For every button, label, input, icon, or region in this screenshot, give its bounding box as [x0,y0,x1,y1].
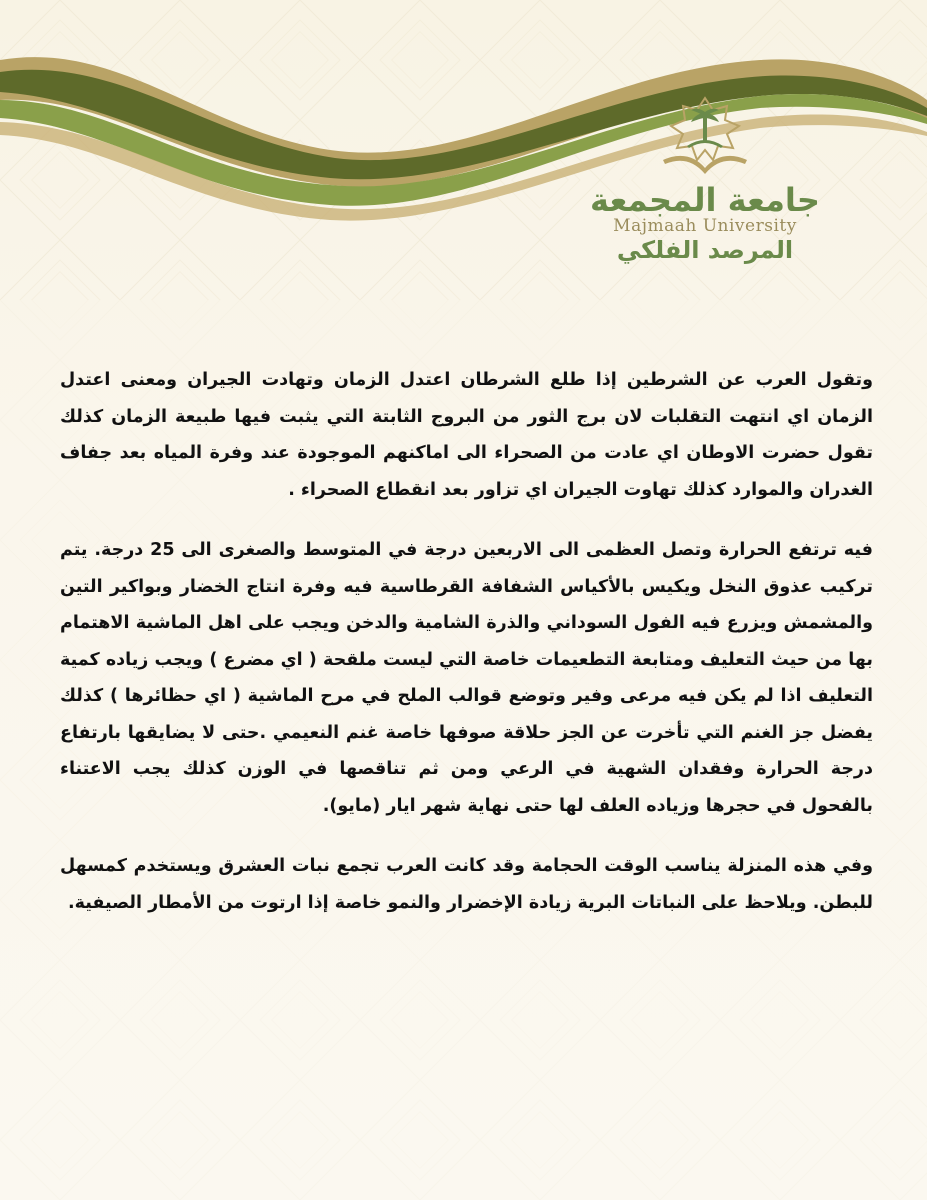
palm-and-swords-emblem-icon [645,90,765,185]
department-name: المرصد الفلكي [616,236,794,264]
paragraph: وفي هذه المنزلة يناسب الوقت الحجامة وقد كانت العرب تجمع نبات العشرق ويستخدم كمسهل للبطن. ويلاحظ على النباتات البرية زيادة الإخضرار والنمو خاصة إذا ارتوت من الأمطار الصيفية. [60,856,873,913]
paragraph: وتقول العرب عن الشرطين إذا طلع الشرطان اعتدل الزمان وتهادت الجيران ومعنى اعتدل الزمان اي انتهت التقلبات لان برج الثور من البروج الثابتة التي يثبت فيها طبيعة الزمان كذلك تقول حضرت الاوطان اي عادت من الصحراء الى اماكنهم الموجودة عند وفرة المياه بعد جفاف الغدران والموارد كذلك تهاوت الجيران اي تزاور بعد انقطاع الصحراء . [60,370,873,500]
article-body [60,362,873,945]
university-logo [590,90,820,270]
paragraph: فيه ترتفع الحرارة وتصل العظمى الى الاربعين درجة في المتوسط والصغرى الى 25 درجة. يتم تركيب عذوق النخل ويكيس بالأكياس الشفافة القرطاسية فيه وفرة انتاج الخضار وبواكير التين والمشمش ويزرع فيه الفول السوداني والذرة الشامية والدخن ويجب على اهل الماشية الاهتمام بها من حيث التعليف ومتابعة التطعيمات خاصة التي ليست ملقحة ( اي مضرع ) ويجب زياده كمية التعليف اذا لم يكن فيه مرعى وفير وتوضع قوالب الملح في مرح الماشية ( اي حظائرها ) كذلك يفضل جز الغنم التي تأخرت عن الجز حلاقة صوفها خاصة غنم النعيمي .حتى لا يضايقها بارتفاع درجة الحرارة وفقدان الشهية في الرعي ومن ثم تناقصها في الوزن كذلك يجب الاعتناء بالفحول في حجرها وزياده العلف لها حتى نهاية شهر ايار (مايو). [60,540,873,816]
university-name-arabic: جامعة المجمعة [590,181,820,219]
university-name-english: Majmaah University [613,216,797,236]
